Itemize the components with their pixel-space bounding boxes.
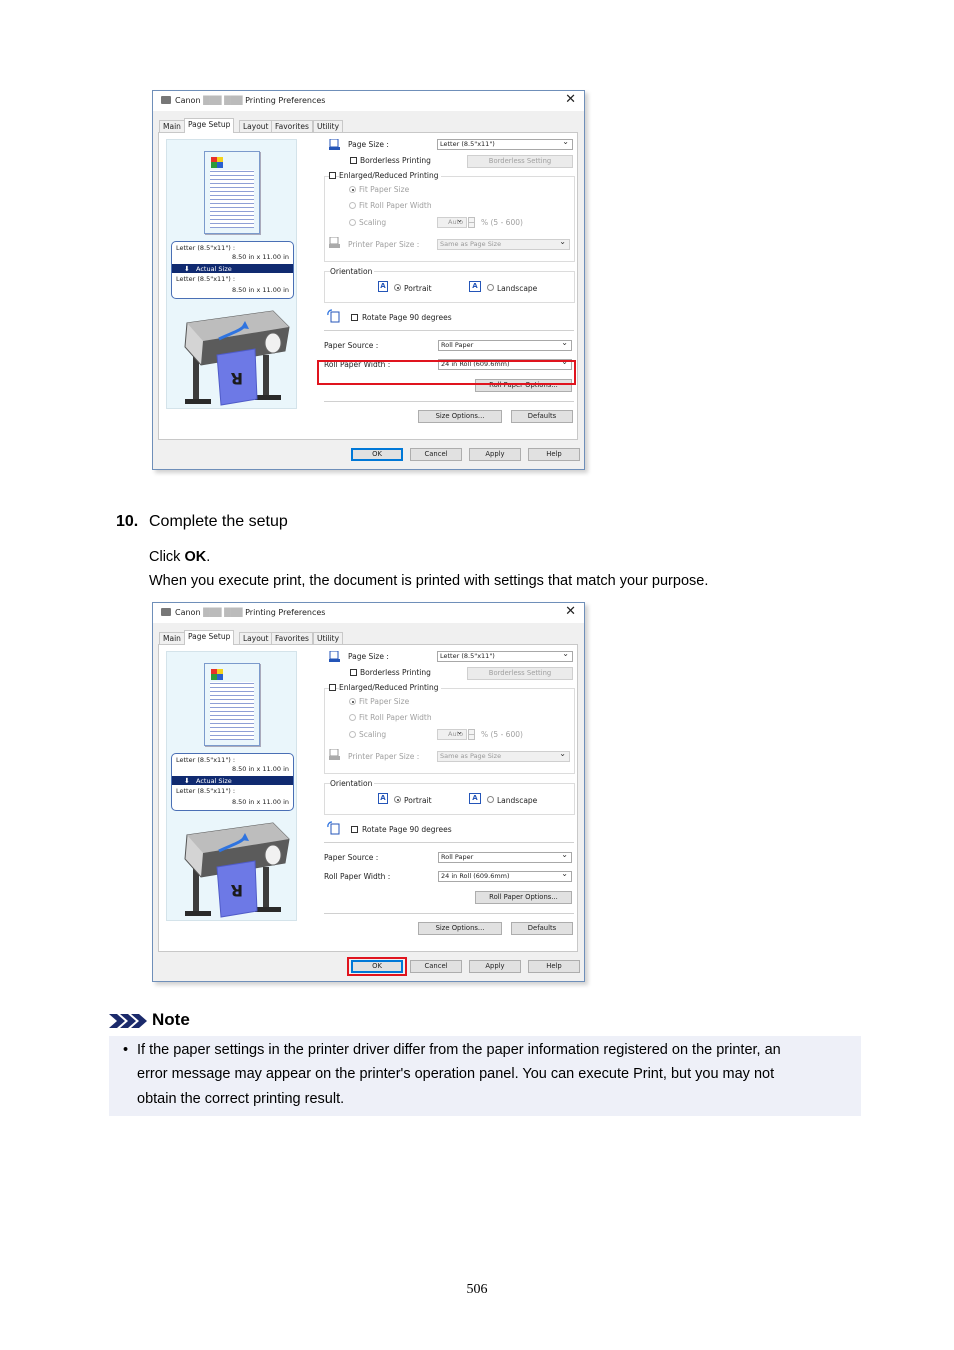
- ok-button-highlight: [347, 957, 407, 976]
- printer-paper-size-label: Printer Paper Size :: [348, 752, 420, 761]
- landscape-radio[interactable]: [487, 796, 494, 803]
- note-label: Note: [152, 1010, 190, 1029]
- borderless-setting-button[interactable]: Borderless Setting: [467, 155, 573, 168]
- dialog-buttons: [153, 447, 584, 463]
- orientation-label: Orientation: [330, 779, 373, 788]
- landscape-radio[interactable]: [487, 284, 494, 291]
- rotate-page-icon: [327, 821, 340, 835]
- tab-main[interactable]: Main: [159, 632, 185, 645]
- window-title: Canon ███ ███ Printing Preferences: [175, 608, 326, 617]
- tab-main[interactable]: Main: [159, 120, 185, 133]
- scaling-range-label: % (5 - 600): [481, 730, 523, 739]
- paper-preview: [204, 151, 260, 234]
- page-size-icon: [329, 651, 340, 662]
- paper-source-select[interactable]: Roll Paper ⌄: [438, 852, 572, 863]
- page-setup-panel: [158, 132, 578, 440]
- page-size-text: Letter (8.5"x11") :: [176, 756, 236, 764]
- color-emblem-icon: [211, 669, 223, 680]
- tab-utility[interactable]: Utility: [313, 632, 343, 645]
- page-size-select[interactable]: Letter (8.5"x11") ⌄: [437, 139, 573, 150]
- size-info-box: [171, 753, 294, 811]
- fit-roll-paper-width-label: Fit Roll Paper Width: [359, 713, 432, 722]
- window-title: Canon ███ ███ Printing Preferences: [175, 96, 326, 105]
- borderless-printing-checkbox[interactable]: [350, 669, 357, 676]
- actual-size-row: [172, 264, 293, 273]
- scaling-input[interactable]: Auto ⌄: [437, 729, 467, 740]
- printer-paper-size-label: Printer Paper Size :: [348, 240, 420, 249]
- click-instruction: Click OK.: [149, 549, 211, 565]
- scaling-label: Scaling: [359, 730, 387, 739]
- rotate-page-label: Rotate Page 90 degrees: [362, 825, 452, 834]
- borderless-printing-label: Borderless Printing: [360, 668, 431, 677]
- svg-text:R: R: [230, 881, 243, 900]
- note-text-line: error message may appear on the printer's operation panel. You can execute Print, but you may not: [137, 1066, 775, 1082]
- page-size-text: Letter (8.5"x11") :: [176, 244, 236, 252]
- portrait-icon: A: [378, 793, 388, 804]
- printer-illustration: [181, 815, 291, 920]
- defaults-button[interactable]: Defaults: [511, 410, 573, 423]
- actual-size-row: [172, 776, 293, 785]
- printer-icon: [161, 608, 171, 616]
- paper-source-label: Paper Source :: [324, 853, 379, 862]
- page-size-label: Page Size :: [348, 140, 389, 149]
- bullet: •: [123, 1042, 129, 1058]
- color-emblem-icon: [211, 157, 223, 168]
- paper-source-label: Paper Source :: [324, 341, 379, 350]
- output-size-text: Letter (8.5"x11") :: [176, 787, 236, 795]
- orientation-label: Orientation: [330, 267, 373, 276]
- step-description: When you execute print, the document is printed with settings that match your purpose.: [149, 573, 709, 589]
- printer-icon: [161, 96, 171, 104]
- scaling-input[interactable]: Auto ⌄: [437, 217, 467, 228]
- tab-page-setup[interactable]: Page Setup: [184, 118, 234, 133]
- scaling-radio[interactable]: [349, 731, 356, 738]
- size-info-box: [171, 241, 294, 299]
- enlarged-reduced-label: Enlarged/Reduced Printing: [339, 171, 439, 180]
- page-dimensions-text: 8.50 in x 11.00 in: [231, 253, 289, 261]
- cancel-button[interactable]: Cancel: [410, 448, 462, 461]
- fit-paper-size-label: Fit Paper Size: [359, 185, 410, 194]
- tab-favorites[interactable]: Favorites: [271, 120, 313, 133]
- printer-paper-size-icon: [329, 237, 340, 248]
- landscape-label: Landscape: [497, 284, 538, 293]
- fit-roll-paper-width-radio[interactable]: [349, 202, 356, 209]
- note-chevrons-icon: [109, 1010, 149, 1032]
- borderless-setting-button[interactable]: Borderless Setting: [467, 667, 573, 680]
- landscape-icon: A: [469, 793, 481, 804]
- output-dimensions-text: 8.50 in x 11.00 in: [231, 286, 289, 294]
- page-size-label: Page Size :: [348, 652, 389, 661]
- step-number: 10.: [116, 513, 139, 530]
- ok-button[interactable]: OK: [351, 960, 403, 973]
- fit-paper-size-radio[interactable]: [349, 698, 356, 705]
- enlarged-reduced-label: Enlarged/Reduced Printing: [339, 683, 439, 692]
- fit-paper-size-radio[interactable]: [349, 186, 356, 193]
- roll-paper-width-label: Roll Paper Width :: [324, 360, 391, 369]
- portrait-icon: A: [378, 281, 388, 292]
- scaling-radio[interactable]: [349, 219, 356, 226]
- help-button[interactable]: Help: [528, 448, 580, 461]
- roll-paper-width-select[interactable]: 24 in Roll (609.6mm) ⌄: [438, 359, 572, 370]
- title-bar: [153, 91, 584, 111]
- roll-paper-width-highlight: [317, 360, 576, 385]
- tab-favorites[interactable]: Favorites: [271, 632, 313, 645]
- scaling-spinner[interactable]: [468, 217, 475, 228]
- landscape-icon: A: [469, 281, 481, 292]
- down-arrow-icon: ⬇: [184, 265, 190, 273]
- defaults-button[interactable]: Defaults: [511, 922, 573, 935]
- note-text-line: If the paper settings in the printer driver differ from the paper information registered on the printer, an: [137, 1042, 781, 1058]
- portrait-radio[interactable]: [394, 284, 401, 291]
- close-icon[interactable]: ✕: [565, 604, 576, 619]
- borderless-printing-checkbox[interactable]: [350, 157, 357, 164]
- preview-area: [166, 139, 297, 409]
- fit-roll-paper-width-label: Fit Roll Paper Width: [359, 201, 432, 210]
- printer-paper-size-select[interactable]: Same as Page Size ⌄: [437, 751, 570, 762]
- scaling-label: Scaling: [359, 218, 387, 227]
- svg-text:R: R: [230, 369, 243, 388]
- portrait-radio[interactable]: [394, 796, 401, 803]
- printing-preferences-dialog: [152, 90, 585, 470]
- fit-roll-paper-width-radio[interactable]: [349, 714, 356, 721]
- portrait-label: Portrait: [404, 796, 432, 805]
- apply-button[interactable]: Apply: [469, 448, 521, 461]
- output-size-text: Letter (8.5"x11") :: [176, 275, 236, 283]
- close-icon[interactable]: ✕: [565, 92, 576, 107]
- page-size-select[interactable]: Letter (8.5"x11") ⌄: [437, 651, 573, 662]
- enlarged-reduced-checkbox[interactable]: [329, 172, 336, 179]
- rotate-page-label: Rotate Page 90 degrees: [362, 313, 452, 322]
- preview-area: [166, 651, 297, 921]
- separator: [324, 842, 574, 843]
- actual-size-label: Actual Size: [196, 777, 232, 785]
- roll-paper-width-label: Roll Paper Width :: [324, 872, 391, 881]
- separator: [324, 913, 574, 914]
- rotate-page-icon: [327, 309, 340, 323]
- note-text-line: obtain the correct printing result.: [137, 1091, 345, 1107]
- apply-button[interactable]: Apply: [469, 960, 521, 973]
- separator: [324, 330, 574, 331]
- down-arrow-icon: ⬇: [184, 777, 190, 785]
- fit-paper-size-label: Fit Paper Size: [359, 697, 410, 706]
- scaling-spinner[interactable]: [468, 729, 475, 740]
- borderless-printing-label: Borderless Printing: [360, 156, 431, 165]
- cancel-button[interactable]: Cancel: [410, 960, 462, 973]
- page-size-icon: [329, 139, 340, 150]
- size-options-button[interactable]: Size Options...: [418, 410, 502, 423]
- help-button[interactable]: Help: [528, 960, 580, 973]
- title-bar: [153, 603, 584, 623]
- step-title: Complete the setup: [149, 513, 288, 530]
- rotate-page-checkbox[interactable]: [351, 314, 358, 321]
- tab-utility[interactable]: Utility: [313, 120, 343, 133]
- separator: [324, 401, 574, 402]
- portrait-label: Portrait: [404, 284, 432, 293]
- actual-size-label: Actual Size: [196, 265, 232, 273]
- ok-button[interactable]: OK: [351, 448, 403, 461]
- printer-paper-size-icon: [329, 749, 340, 760]
- size-options-button[interactable]: Size Options...: [418, 922, 502, 935]
- scaling-range-label: % (5 - 600): [481, 218, 523, 227]
- page-setup-panel: [158, 644, 578, 952]
- printer-illustration: [181, 303, 291, 408]
- roll-paper-width-select[interactable]: 24 in Roll (609.6mm) ⌄: [438, 871, 572, 882]
- paper-source-select[interactable]: Roll Paper ⌄: [438, 340, 572, 351]
- landscape-label: Landscape: [497, 796, 538, 805]
- page-number: 506: [466, 1282, 488, 1297]
- tab-layout[interactable]: Layout: [239, 120, 273, 133]
- tab-layout[interactable]: Layout: [239, 632, 273, 645]
- printing-preferences-dialog: [152, 602, 585, 982]
- enlarged-reduced-checkbox[interactable]: [329, 684, 336, 691]
- paper-preview: [204, 663, 260, 746]
- page-dimensions-text: 8.50 in x 11.00 in: [231, 765, 289, 773]
- roll-paper-options-button[interactable]: Roll Paper Options...: [475, 379, 572, 392]
- printer-paper-size-select[interactable]: Same as Page Size ⌄: [437, 239, 570, 250]
- tab-page-setup[interactable]: Page Setup: [184, 630, 234, 645]
- output-dimensions-text: 8.50 in x 11.00 in: [231, 798, 289, 806]
- roll-paper-options-button[interactable]: Roll Paper Options...: [475, 891, 572, 904]
- rotate-page-checkbox[interactable]: [351, 826, 358, 833]
